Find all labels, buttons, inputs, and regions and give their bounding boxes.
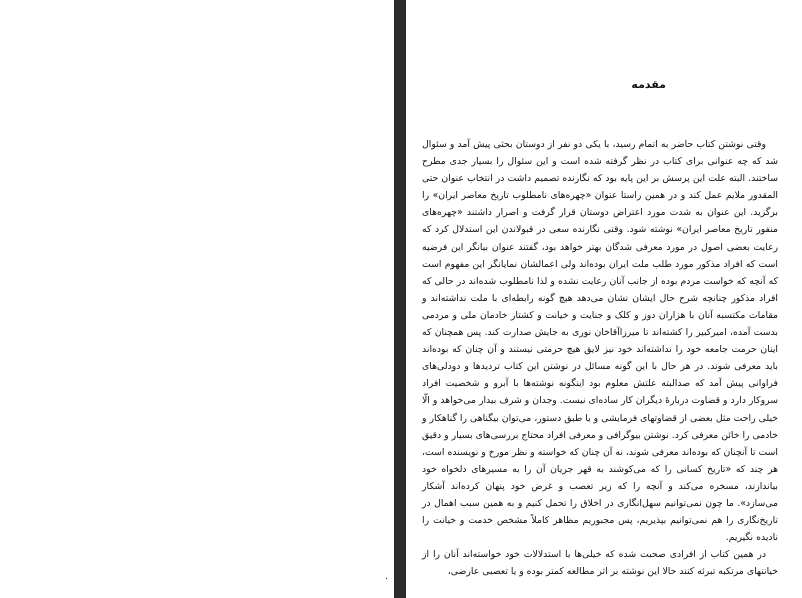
right-page — [406, 0, 802, 598]
left-page — [0, 0, 394, 598]
body-text — [422, 136, 778, 580]
page-title: مقدمه — [631, 78, 666, 91]
page-number: ۰ — [384, 574, 389, 584]
book-spine — [394, 0, 406, 598]
paragraph: در همین کتاب از افرادی صحبت شده که خیلی‌ها با استدلالات خود خواسته‌اند آنان را از خیانتهای مرتکبه تبرئه کنند حالا این نوشته بر اثر مطالعه کمتر بوده و یا تعصبی عارضی، — [422, 549, 778, 578]
paragraph: وقتی نوشتن کتاب حاضر به اتمام رسید، با یکی دو نفر از دوستان بحثی پیش آمد و سئوال شد که چه عنوانی برای کتاب در نظر گرفته شده است و این سئوال را بسیار جدی مطرح ساختند. البته علت این پرسش بر این پایه بود که نگارنده تصمیم داشت در انتخاب عنوان حتی المقدور ملایم عمل کند و در همین راستا عنوان «چهره‌های نامطلوب تاریخ معاصر ایران» را برگزید. این عنوان به شدت مورد اعتراض دوستان قرار گرفت و اصرار داشتند «چهره‌های منفور تاریخ معاصر ایران» نوشته شود. وقتی نگارنده سعی در قبولاندن این استدلال کرد که رعایت بعضی اصول در مورد معرفی شدگان بهتر خواهد بود، گفتند عنوان بیانگر این فرضیه است که افراد مذکور مورد طلب ملت ایران بوده‌اند ولی اعمالشان نمایانگر این مفهوم است که آنچه که خواست مردم بوده از جانب آنان رعایت نشده و لذا نامطلوب شده‌اند در حالی که افراد مذکور چنانچه شرح حال ایشان نشان می‌دهد هیچ گونه رابطه‌ای با ملت نداشته‌اند و مقامات مکتسبه آنان با هزاران دوز و کلک و جنایت و خیانت و کشتار خادمان ملی و مردمی بدست آمده، امیرکبیر را کشته‌اند تا میرزاآقاخان نوری به جایش صدارت کند. پس همچنان که اینان حرمت جامعه خود را نداشته‌اند خود نیز لایق هیچ حرمتی نیستند و آن چنان که بوده‌اند باید معرفی شوند. در هر حال با این گونه مسائل در نوشتن این کتاب تردیدها و دودلی‌های فراوانی پیش آمد که صدالبته علتش معلوم بود اینگونه نوشته‌ها با آبرو و شخصیت افراد سروکار دارد و قضاوت دربارهٔ دیگران کار ساده‌ای نیست. وجدان و شرف بیدار می‌خواهد و الّا خیلی راحت مثل بعضی از قضاوتهای فرمایشی و یا طبق دستور، می‌توان بیگناهی را گناهکار و خادمی را خائن معرفی کرد. نوشتن بیوگرافی و معرفی افراد محتاج بررسی‌های بسیار و دقیق است تا آنچنان که بوده‌اند معرفی شوند، نه آن چنان که خواسته و نظر مورخ و نویسنده است، هر چند که «تاریخ کسانی را که می‌کوشند به قهر جریان آن را به مسیرهای دلخواه خود بیاندازند، مسخره می‌کند و آنچه را که زیر تعصب و غرض خود پنهان کرده‌اند آشکار می‌سازد». ما چون نمی‌توانیم سهل‌انگاری در اخلاق را تحمل کنیم و به همین سبب اهمال در تاریخ‌نگاری را هم نمی‌توانیم بپذیریم، پس مجبوریم مظاهر کاملاً مشخص خدمت و خیانت را نادیده نگیریم. — [422, 139, 778, 544]
